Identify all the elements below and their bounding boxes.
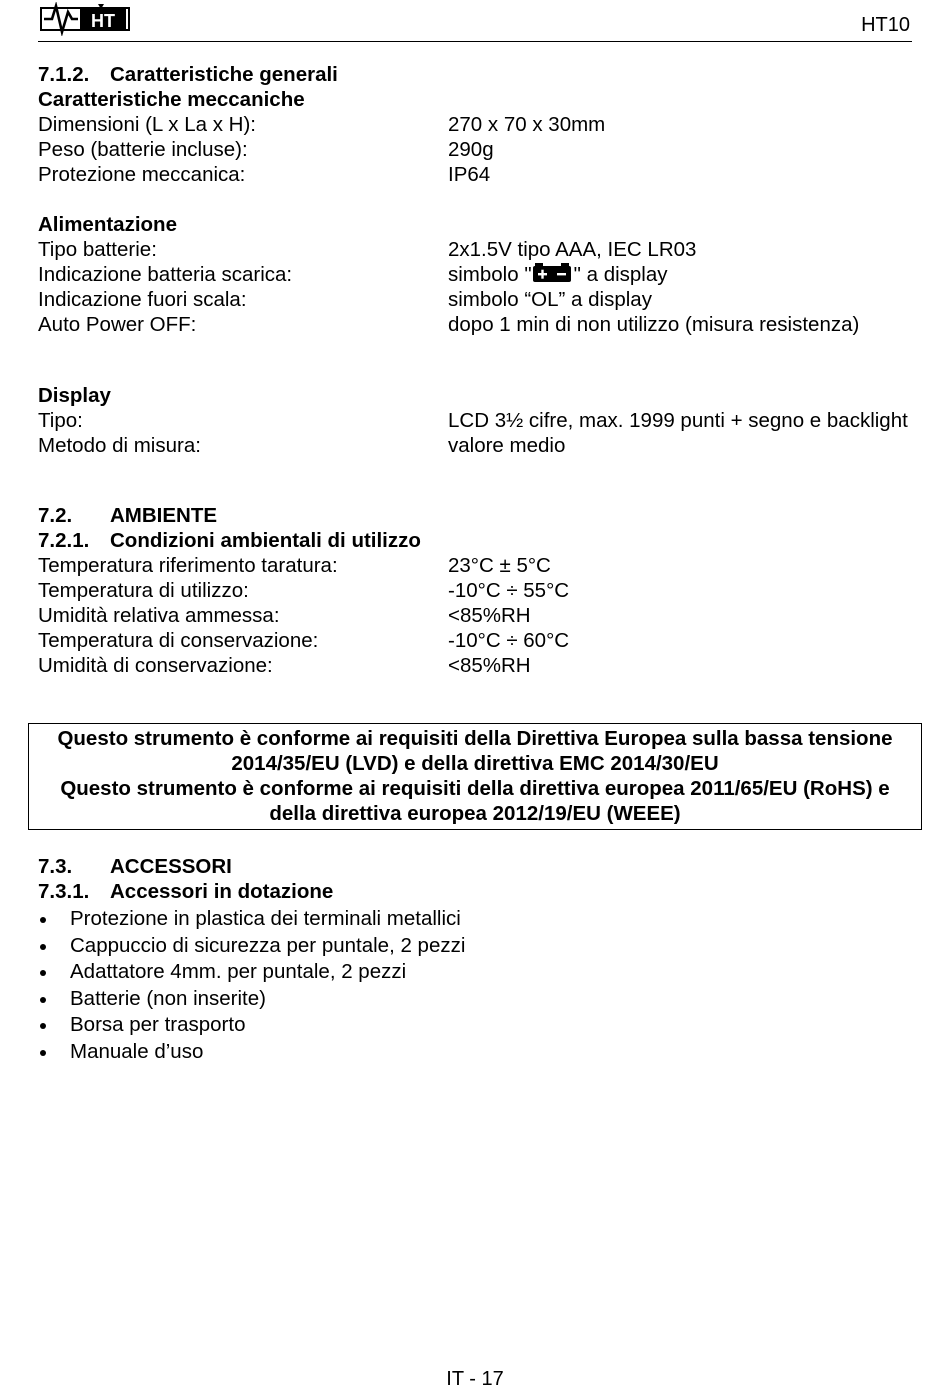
section-heading: 7.3. ACCESSORI: [38, 855, 232, 878]
spec-row: Temperatura riferimento taratura: 23°C ± 5°C: [38, 554, 551, 577]
spec-row: Protezione meccanica: IP64: [38, 163, 491, 186]
spec-row: Dimensioni (L x La x H): 270 x 70 x 30mm: [38, 113, 606, 136]
subsection-heading: 7.3.1. Accessori in dotazione: [38, 880, 334, 903]
subsection-title-power: Alimentazione: [38, 213, 177, 236]
bullet-icon: [40, 944, 46, 950]
bullet-icon: [40, 1023, 46, 1029]
spec-row: Tipo batterie: 2x1.5V tipo AAA, IEC LR03: [38, 238, 697, 261]
section-heading: 7.1.2. Caratteristiche generali: [38, 63, 338, 86]
subsection-title-mechanical: Caratteristiche meccaniche: [38, 88, 305, 111]
spec-row: Umidità relativa ammessa: <85%RH: [38, 604, 531, 627]
logo-text: HT: [91, 11, 115, 31]
notice-line: Questo strumento è conforme ai requisiti della direttiva europea 2011/65/EU (RoHS) e della direttiva europea 2012/19/EU (WEEE): [60, 777, 890, 825]
list-item: Cappuccio di sicurezza per puntale, 2 pezzi: [38, 933, 912, 960]
subsection-heading: 7.2.1. Condizioni ambientali di utilizzo: [38, 529, 421, 552]
list-item: Protezione in plastica dei terminali metallici: [38, 906, 912, 933]
list-item: Manuale d’uso: [38, 1039, 912, 1066]
spec-row: Temperatura di utilizzo: -10°C ÷ 55°C: [38, 579, 570, 602]
bullet-icon: [40, 1050, 46, 1056]
compliance-notice: [28, 723, 922, 830]
page-number: IT - 17: [446, 1368, 504, 1390]
spec-row: Tipo: LCD 3½ cifre, max. 1999 punti + segno e backlight: [38, 409, 908, 432]
ht-logo: [40, 2, 132, 36]
section-heading: 7.2. AMBIENTE: [38, 504, 218, 527]
notice-line: Questo strumento è conforme ai requisiti della Direttiva Europea sulla bassa tensione 2014/35/EU (LVD) e della direttiva EMC 2014/30/EU: [57, 727, 893, 775]
spec-row: Indicazione fuori scala: simbolo “OL” a display: [38, 288, 652, 311]
accessories-list: [38, 906, 912, 1065]
list-item: Borsa per trasporto: [38, 1012, 912, 1039]
spec-row: Umidità di conservazione: <85%RH: [38, 654, 531, 677]
spec-row: Auto Power OFF: dopo 1 min di non utilizzo (misura resistenza): [38, 313, 860, 336]
battery-icon: [532, 262, 574, 284]
bullet-icon: [40, 997, 46, 1003]
spec-row: Metodo di misura: valore medio: [38, 434, 566, 457]
list-item: Adattatore 4mm. per puntale, 2 pezzi: [38, 959, 912, 986]
bullet-icon: [40, 970, 46, 976]
spec-row: Peso (batterie incluse): 290g: [38, 138, 494, 161]
spec-row: Indicazione batteria scarica: simbolo " " a display: [38, 263, 668, 286]
model-name: HT10: [861, 14, 910, 36]
bullet-icon: [40, 917, 46, 923]
subsection-title-display: Display: [38, 384, 111, 407]
list-item: Batterie (non inserite): [38, 986, 912, 1013]
page-content: [38, 62, 912, 1065]
page-header: [38, 0, 912, 42]
spec-row: Temperatura di conservazione: -10°C ÷ 60°C: [38, 629, 570, 652]
